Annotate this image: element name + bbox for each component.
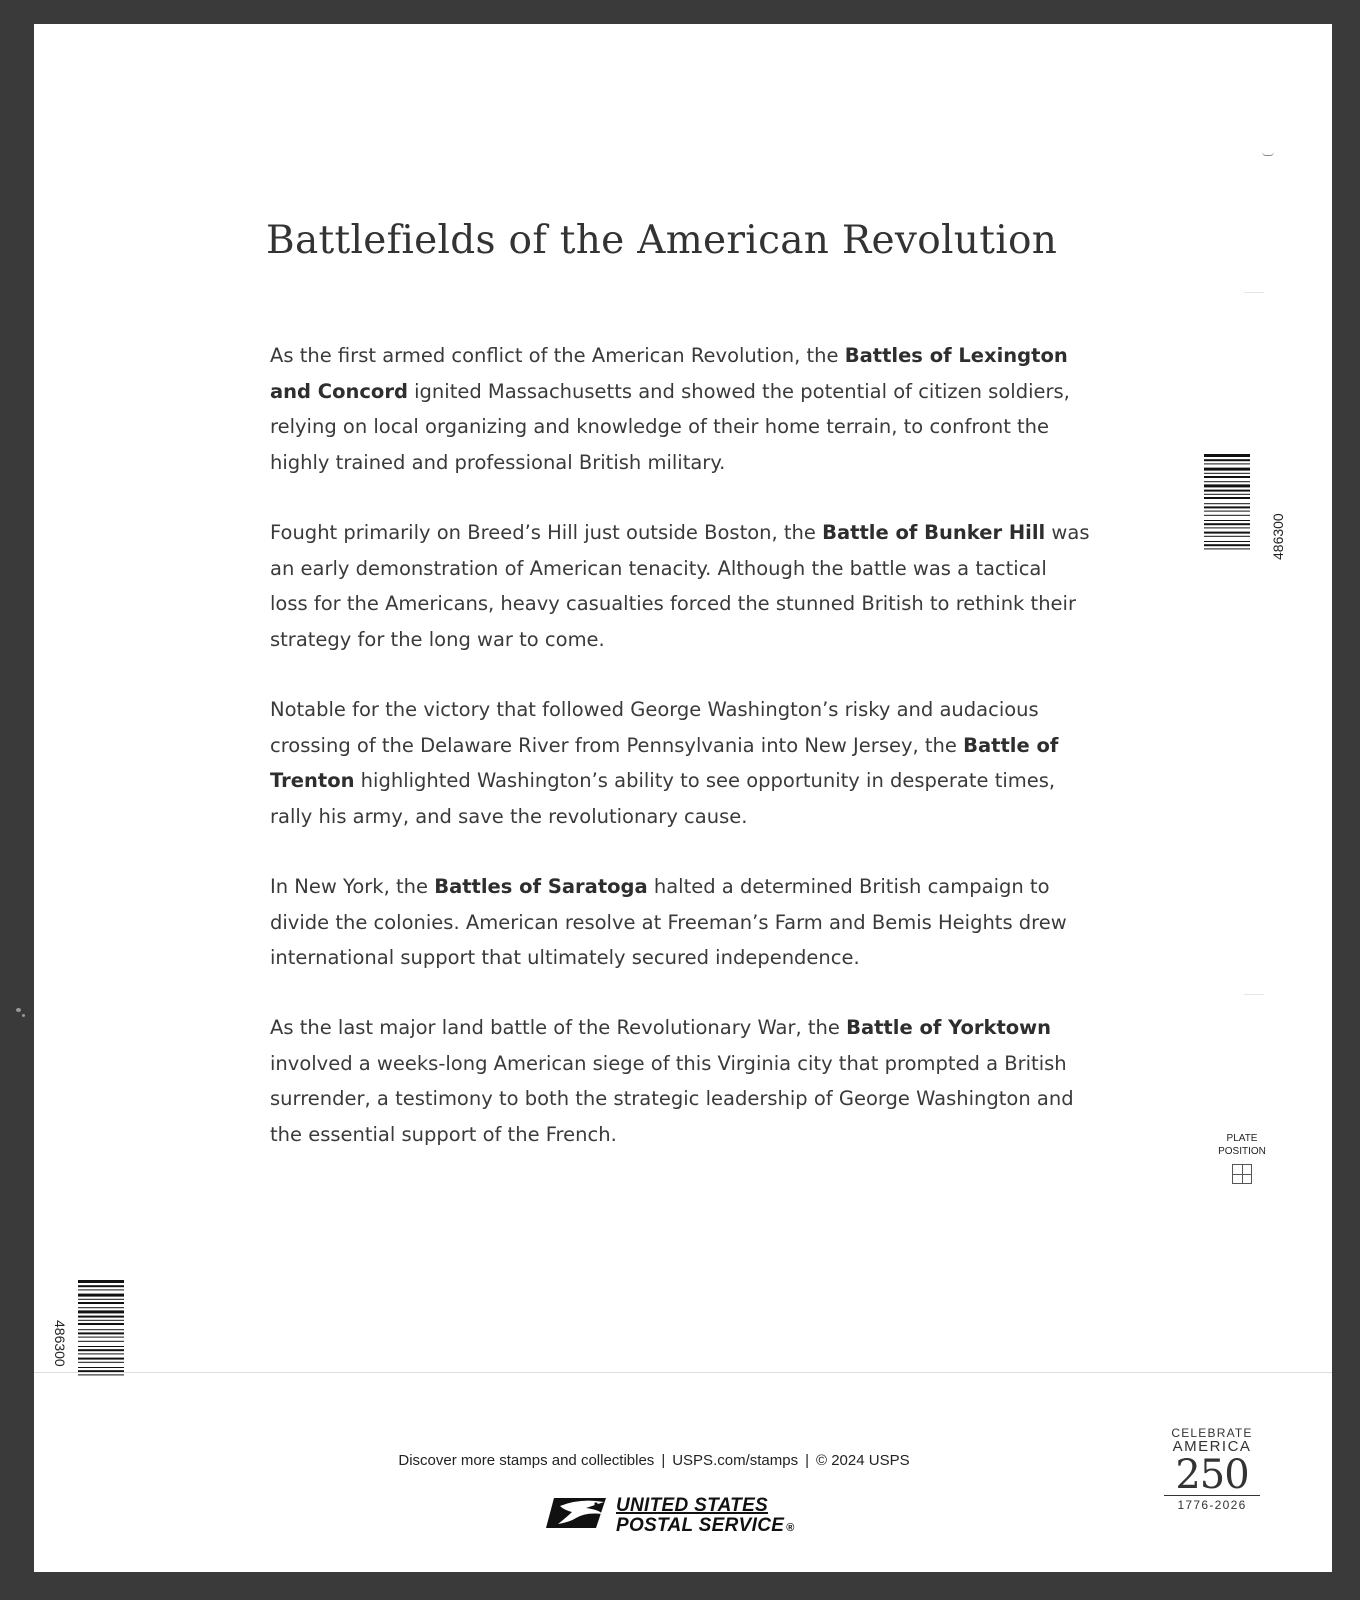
eagle-icon [546, 1494, 610, 1534]
paragraph-bold: Battles of Saratoga [434, 875, 648, 898]
anniversary-number: 250 [1175, 1452, 1249, 1498]
dust-speck [16, 1008, 21, 1012]
footer-text [244, 1452, 1064, 1469]
barcode-bar [1204, 490, 1250, 492]
barcode-bar [1204, 494, 1250, 495]
barcode-bar [78, 1367, 124, 1368]
paragraph-text: involved a weeks-long American siege of this Virginia city that prompted a British surrender, a testimony to both the strategic leadership of George Washington and the essential support of the French. [270, 1051, 1074, 1146]
barcode-bar [78, 1320, 124, 1321]
celebrate-america-250-logo [1164, 1426, 1260, 1512]
paragraph-yorktown [270, 1010, 1090, 1152]
barcode-bar [1204, 506, 1250, 508]
barcode-bar [1204, 511, 1250, 512]
usps-line2-text: POSTAL SERVICE [616, 1515, 785, 1536]
barcode-bar [78, 1346, 124, 1347]
corner-mark [1262, 152, 1274, 156]
barcode-bar [78, 1316, 124, 1318]
dust-speck [22, 1014, 25, 1017]
paragraph-text: Notable for the victory that followed George Washington’s risky and audacious crossing of the Delaware River from Pennsylvania into New Jersey, the [270, 698, 1039, 757]
barcode-bar [78, 1323, 124, 1325]
plate-label-line2: POSITION [1218, 1146, 1266, 1157]
edge-mark [1244, 292, 1264, 293]
anniversary-years: 1776-2026 [1164, 1495, 1260, 1512]
page-title: Battlefields of the American Revolution [266, 218, 1058, 264]
footer-copyright: © 2024 USPS [816, 1452, 910, 1469]
paragraph-trenton [270, 692, 1090, 834]
barcode-bar [1204, 532, 1250, 534]
paragraph-text: Fought primarily on Breed’s Hill just outside Boston, the [270, 521, 823, 544]
registered-mark: ® [786, 1522, 795, 1534]
barcode-bar [1204, 459, 1250, 461]
barcode-bar [1204, 497, 1250, 499]
usps-line2 [616, 1516, 795, 1538]
barcode-bar [78, 1341, 124, 1342]
barcode-bar [78, 1280, 124, 1283]
barcode-left-bars [78, 1280, 124, 1412]
barcode-bar [1204, 520, 1250, 521]
barcode-bar [1204, 503, 1250, 504]
paragraph-bunker-hill [270, 515, 1090, 657]
paragraph-text: As the first armed conflict of the American Revolution, the [270, 344, 845, 367]
usps-logo [546, 1492, 816, 1542]
footer-divider [34, 1372, 1332, 1373]
barcode-bar [78, 1299, 124, 1300]
paragraph-text: was an early demonstration of American tenacity. Although the battle was a tactical loss for the Americans, heavy casualties forced the stunned British to rethink their strategy for the long war to come. [270, 521, 1090, 651]
america-label: AMERICA [1172, 1438, 1252, 1455]
paragraph-text: ignited Massachusetts and showed the potential of citizen soldiers, relying on local organizing and knowledge of their home terrain, to confront the highly trained and professional British military. [270, 379, 1070, 474]
usps-wordmark [616, 1496, 795, 1538]
paragraph-bold: Battle of Trenton [270, 733, 1059, 792]
barcode-bar [1204, 473, 1250, 474]
barcode-bar [1204, 476, 1250, 478]
barcode-bar [78, 1332, 124, 1334]
barcode-bar [78, 1294, 124, 1297]
barcode-bar [1204, 515, 1250, 516]
barcode-bar [78, 1307, 124, 1308]
barcode-bar [78, 1329, 124, 1330]
barcode-bar [1204, 527, 1250, 528]
barcode-right-bars [1204, 454, 1250, 586]
footer-separator: | [805, 1452, 809, 1469]
footer-separator: | [661, 1452, 666, 1469]
barcode-bar [1204, 484, 1250, 487]
paragraph-bold: Battle of Bunker Hill [822, 521, 1046, 544]
barcode-bar [78, 1362, 124, 1363]
celebrate-label: CELEBRATE [1171, 1426, 1253, 1440]
paragraph-saratoga [270, 869, 1090, 976]
barcode-bar [1204, 536, 1250, 537]
barcode-bar [1204, 481, 1250, 482]
barcode-bar [78, 1337, 124, 1338]
paragraph-text: As the last major land battle of the Revolutionary War, the [270, 1016, 847, 1039]
edge-mark [1244, 994, 1264, 995]
barcode-bar [78, 1349, 124, 1351]
barcode-bar [78, 1358, 124, 1360]
plate-label-line1: PLATE [1226, 1133, 1258, 1144]
paragraph-bold: Battles of Lexington and Concord [270, 344, 1068, 403]
barcode-bar [1204, 541, 1250, 542]
plate-position [1202, 1132, 1282, 1184]
barcode-bar [1204, 523, 1250, 525]
barcode-bar [78, 1310, 124, 1313]
barcode-right-number: 486300 [1270, 513, 1286, 560]
usps-line1: UNITED STATES [616, 1495, 769, 1516]
barcode-bar [1204, 454, 1250, 457]
barcode-bar [1204, 548, 1250, 549]
paragraph-text: halted a determined British campaign to divide the colonies. American resolve at Freeman’s Farm and Bemis Heights drew international support that ultimately secured independence. [270, 875, 1067, 969]
paragraph-bold: Battle of Yorktown [846, 1016, 1052, 1039]
barcode-bar [78, 1285, 124, 1287]
paragraph-text: highlighted Washington’s ability to see opportunity in desperate times, rally his army, and save the revolutionary cause. [270, 769, 1056, 828]
paragraph-text: In New York, the [270, 875, 435, 898]
barcode-bar [78, 1302, 124, 1304]
stamp-sheet [34, 24, 1332, 1572]
paragraph-lexington-concord [270, 338, 1090, 480]
barcode-left-number: 486300 [52, 1320, 68, 1367]
barcode-bar [78, 1374, 124, 1375]
barcode-right [1204, 454, 1284, 594]
barcode-bar [1204, 544, 1250, 546]
barcode-left [54, 1280, 134, 1420]
barcode-bar [1204, 468, 1250, 471]
barcode-bar [78, 1289, 124, 1290]
footer-discover: Discover more stamps and collectibles [398, 1452, 655, 1469]
barcode-bar [78, 1353, 124, 1354]
footer-url: USPS.com/stamps [672, 1452, 799, 1469]
plate-position-grid-icon [1232, 1164, 1252, 1184]
barcode-bar [1204, 463, 1250, 464]
